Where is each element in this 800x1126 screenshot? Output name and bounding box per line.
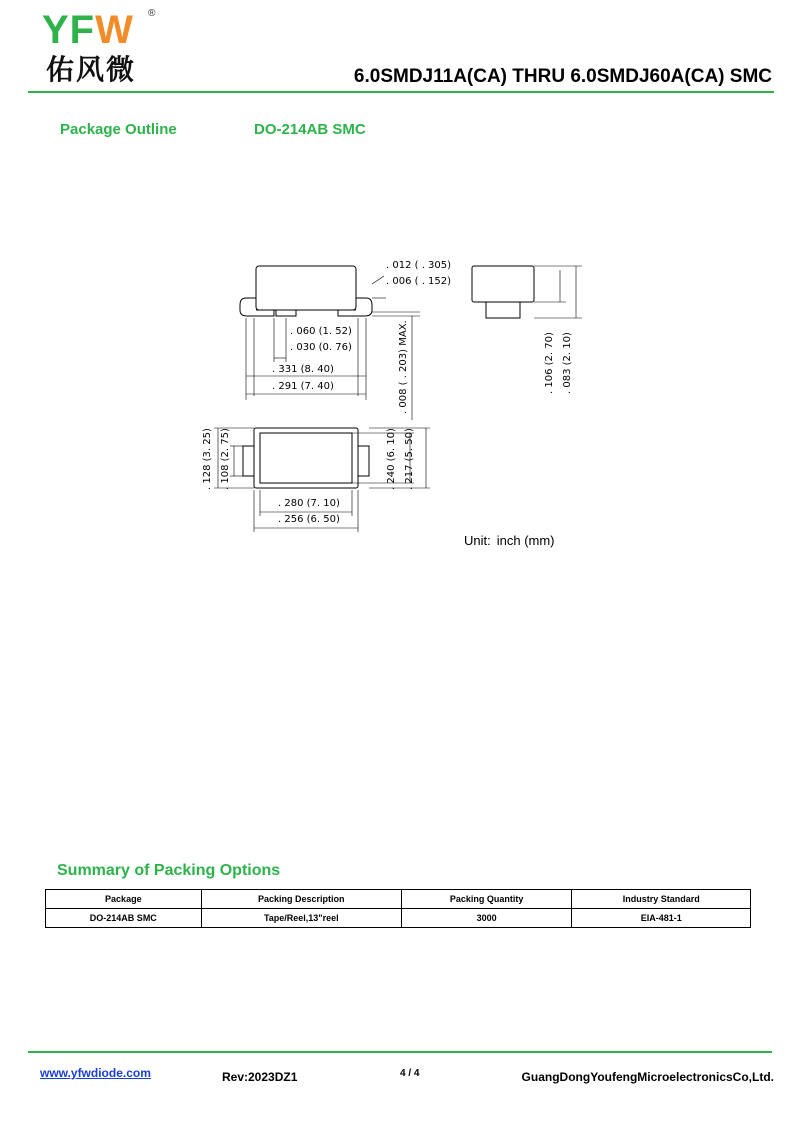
table-header-cell: Packing Quantity bbox=[401, 890, 572, 909]
package-outline-label: Package Outline bbox=[60, 121, 177, 138]
registered-mark: ® bbox=[148, 8, 156, 19]
packing-options-table bbox=[45, 889, 751, 928]
table-cell: Tape/Reel,13"reel bbox=[201, 909, 401, 928]
dim-083-label: . 083 (2. 10) bbox=[562, 332, 573, 394]
side-view-left-lead bbox=[240, 298, 274, 316]
dim-006-label: . 006 ( . 152) bbox=[386, 276, 452, 287]
top-view-body-outer bbox=[254, 428, 358, 488]
table-header-row bbox=[46, 890, 751, 909]
footer-divider bbox=[28, 1051, 772, 1053]
page-number: 4 / 4 bbox=[400, 1068, 420, 1079]
logo-letters: YF bbox=[42, 8, 96, 52]
dim-217-label: . 217 (5. 50) bbox=[404, 428, 415, 490]
unit-note bbox=[464, 533, 561, 548]
dim-280-label: . 280 (7. 10) bbox=[278, 498, 340, 509]
top-view-right-lead bbox=[358, 446, 369, 476]
table-header-cell: Industry Standard bbox=[572, 890, 751, 909]
table-cell: EIA-481-1 bbox=[572, 909, 751, 928]
logo-accent-letter: W bbox=[95, 8, 134, 52]
packing-summary-title: Summary of Packing Options bbox=[57, 862, 281, 879]
unit-value: inch (mm) bbox=[496, 533, 555, 548]
package-type-label: DO-214AB SMC bbox=[254, 121, 366, 138]
company-name: GuangDongYoufengMicroelectronicsCo,Ltd. bbox=[521, 1070, 774, 1084]
side-view-body bbox=[256, 266, 356, 310]
dim-060-label: . 060 (1. 52) bbox=[290, 326, 352, 337]
table-header-cell: Packing Description bbox=[201, 890, 401, 909]
table-cell: DO-214AB SMC bbox=[46, 909, 202, 928]
dim-331-label: . 331 (8. 40) bbox=[272, 364, 334, 375]
document-title: 6.0SMDJ11A(CA) THRU 6.0SMDJ60A(CA) SMC bbox=[353, 66, 772, 87]
logo-chinese-name: 佑风微 bbox=[46, 53, 137, 86]
end-view-lead bbox=[486, 302, 520, 318]
website-link[interactable]: www.yfwdiode.com bbox=[40, 1066, 151, 1080]
side-view-right-lead bbox=[338, 298, 372, 316]
dim-128-label: . 128 (3. 25) bbox=[202, 428, 213, 490]
dim-012-label: . 012 ( . 305) bbox=[386, 260, 452, 271]
dim-240-label: . 240 (6. 10) bbox=[386, 428, 397, 490]
dim-108-label: . 108 (2. 75) bbox=[220, 428, 231, 490]
dim-291-label: . 291 (7. 40) bbox=[272, 381, 334, 392]
end-view-body bbox=[472, 266, 534, 302]
dim-008-label: . 008 ( . 203) MAX. bbox=[398, 320, 409, 414]
revision-label: Rev:2023DZ1 bbox=[222, 1070, 298, 1084]
package-outline-drawing bbox=[0, 0, 800, 560]
table-row bbox=[46, 909, 751, 928]
dim-030-label: . 030 (0. 76) bbox=[290, 342, 352, 353]
table-header-cell: Package bbox=[46, 890, 202, 909]
dim-106-label: . 106 (2. 70) bbox=[544, 332, 555, 394]
table-cell: 3000 bbox=[401, 909, 572, 928]
top-view-body-inner bbox=[260, 433, 352, 483]
top-view-left-lead bbox=[243, 446, 254, 476]
side-view-lead-foot bbox=[276, 310, 296, 316]
unit-label: Unit: bbox=[464, 533, 491, 548]
dim-256-label: . 256 (6. 50) bbox=[278, 514, 340, 525]
